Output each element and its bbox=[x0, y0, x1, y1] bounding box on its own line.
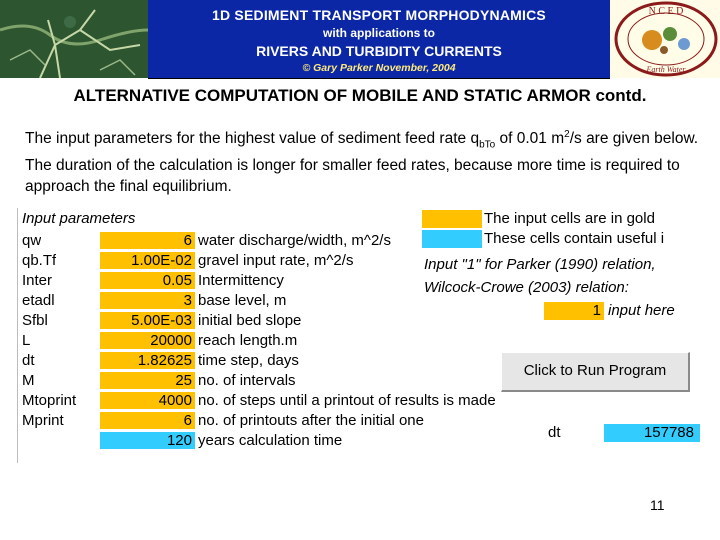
dt-value-cell: 157788 bbox=[604, 424, 700, 442]
gold-swatch bbox=[422, 210, 482, 228]
param-value-cell[interactable]: 1.82625 bbox=[100, 352, 195, 370]
banner-subtitle: with applications to bbox=[322, 26, 435, 40]
param-description: Intermittency bbox=[198, 272, 284, 289]
legend-blue-text: These cells contain useful i bbox=[484, 230, 665, 247]
banner-copyright: © Gary Parker November, 2004 bbox=[302, 62, 456, 74]
param-label: Inter bbox=[22, 272, 53, 289]
para-part1: The input parameters for the highest value of sediment feed rate q bbox=[25, 130, 480, 148]
para-part3: /s are given below. The duration of the calculation is longer for smaller feed rates, because more time is required to approach the final equilibrium. bbox=[25, 130, 699, 196]
param-description: years calculation time bbox=[198, 432, 343, 449]
sheet-header: Input parameters bbox=[22, 210, 136, 227]
param-value-cell[interactable]: 6 bbox=[100, 232, 195, 250]
relation-note-2: Wilcock-Crowe (2003) relation: bbox=[424, 279, 629, 296]
para-sub: bTo bbox=[479, 139, 496, 151]
param-value-cell[interactable]: 5.00E-03 bbox=[100, 312, 195, 330]
param-description: no. of intervals bbox=[198, 372, 296, 389]
param-value-cell[interactable]: 1.00E-02 bbox=[100, 252, 195, 270]
param-description: base level, m bbox=[198, 292, 287, 309]
param-description: time step, days bbox=[198, 352, 299, 369]
param-label: qw bbox=[22, 232, 42, 249]
param-label: M bbox=[22, 372, 35, 389]
title-block bbox=[148, 0, 610, 79]
param-value-cell[interactable]: 25 bbox=[100, 372, 195, 390]
param-value-cell[interactable]: 20000 bbox=[100, 332, 195, 350]
title-banner bbox=[0, 0, 720, 78]
river-delta-image bbox=[0, 0, 148, 78]
param-description: water discharge/width, m^2/s bbox=[198, 232, 391, 249]
legend-gold-text: The input cells are in gold bbox=[484, 210, 655, 227]
param-value-cell[interactable]: 6 bbox=[100, 412, 195, 430]
relation-input-cell[interactable]: 1 bbox=[544, 302, 604, 320]
param-description: no. of printouts after the initial one bbox=[198, 412, 424, 429]
param-label: L bbox=[22, 332, 31, 349]
banner-title: 1D SEDIMENT TRANSPORT MORPHODYNAMICS bbox=[212, 7, 546, 23]
nced-logo bbox=[610, 0, 720, 78]
para-sup: 2 bbox=[564, 129, 570, 140]
dt-label: dt bbox=[548, 424, 561, 441]
param-label: Mtoprint bbox=[22, 392, 77, 409]
banner-subtitle-2: RIVERS AND TURBIDITY CURRENTS bbox=[256, 43, 502, 59]
param-value-cell[interactable]: 0.05 bbox=[100, 272, 195, 290]
param-label: dt bbox=[22, 352, 35, 369]
relation-note-1: Input "1" for Parker (1990) relation, bbox=[424, 256, 656, 273]
logo-subtext: Earth Water bbox=[646, 65, 686, 74]
page-heading: ALTERNATIVE COMPUTATION OF MOBILE AND STATIC ARMOR contd. bbox=[73, 86, 647, 105]
run-program-button[interactable]: Click to Run Program bbox=[501, 352, 690, 392]
blue-swatch bbox=[422, 230, 482, 248]
param-value-cell[interactable]: 3 bbox=[100, 292, 195, 310]
param-label: etadl bbox=[22, 292, 55, 309]
param-description: reach length.m bbox=[198, 332, 298, 349]
param-value-cell: 120 bbox=[100, 432, 195, 450]
param-description: no. of steps until a printout of results is made bbox=[198, 392, 496, 409]
spreadsheet-input-table bbox=[17, 208, 698, 463]
description-paragraph bbox=[25, 124, 705, 197]
param-label: Sfbl bbox=[22, 312, 48, 329]
logo-text: N C E D bbox=[648, 6, 684, 17]
param-description: gravel input rate, m^2/s bbox=[198, 252, 354, 269]
input-here-label: input here bbox=[608, 302, 675, 319]
para-part2: of 0.01 m bbox=[495, 130, 565, 148]
page-number: 11 bbox=[650, 497, 665, 513]
param-description: initial bed slope bbox=[198, 312, 302, 329]
param-label: qb.Tf bbox=[22, 252, 57, 269]
param-value-cell[interactable]: 4000 bbox=[100, 392, 195, 410]
param-label: Mprint bbox=[22, 412, 64, 429]
